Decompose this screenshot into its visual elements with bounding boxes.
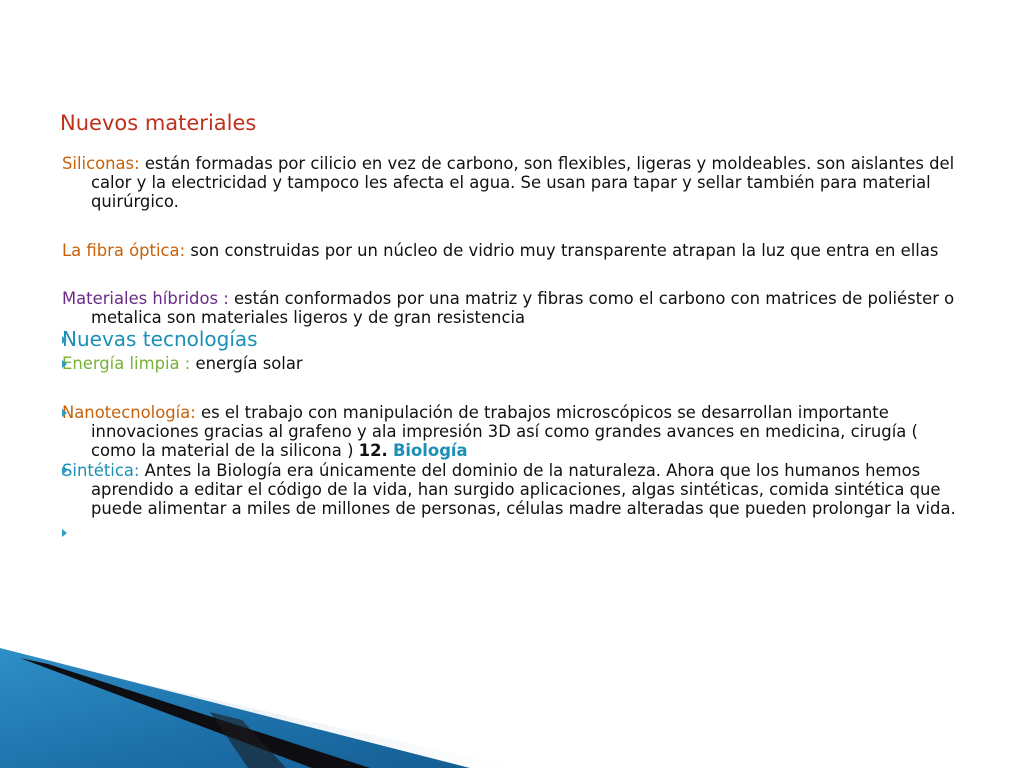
bullet-sintetica [62,461,962,518]
slide-body [62,154,962,542]
deco-blue-band [0,648,470,768]
bullet-nuevas-tecnologias [62,327,962,351]
text-nanotecnologia: es el trabajo con manipulación de trabajos microscópicos se desarrollan importante innovaciones gracias al grafeno y ala impresión 3D así como grandes avances en medicina, cirugía ( como la material de la silicona ) [91,403,918,460]
term-energia-limpia: Energía limpia : [62,354,191,373]
bullet-nanotecnologia [62,403,962,460]
term-sintetica: Sintética: [62,461,140,480]
number-nanotecnologia: 12. [358,441,388,460]
term-siliconas: Siliconas: [62,154,140,173]
paragraph-siliconas [62,154,962,211]
term-fibra-optica: La fibra óptica: [62,241,186,260]
text-siliconas: están formadas por cilicio en vez de carbono, son flexibles, ligeras y moldeables. son aislantes del calor y la electricidad y tampoco les afecta el agua. Se usan para tapar y sellar también para material quirúrgico. [91,154,955,211]
text-energia-limpia: energía solar [190,354,303,373]
term-nuevas-tecnologias: Nuevas tecnologías [62,327,258,351]
bullet-energia-limpia [62,354,962,373]
paragraph-materiales-hibridos [62,289,962,327]
term-nanotecnologia: Nanotecnología: [62,403,196,422]
text-fibra-optica: son construidas por un núcleo de vidrio muy transparente atrapan la luz que entra en ellas [185,241,939,260]
term-materiales-hibridos: Materiales híbridos : [62,289,229,308]
bullet-empty [62,523,962,542]
text-sintetica: Antes la Biología era únicamente del dominio de la naturaleza. Ahora que los humanos hemos aprendido a editar el código de la vida, han surgido aplicaciones, algas sintéticas, comida sintética que puede alimentar a miles de millones de personas, células madre alteradas que pueden prolongar la vida. [91,461,956,518]
text-materiales-hibridos: están conformados por una matriz y fibras como el carbono con matrices de poliéster o metalica son materiales ligeros y de gran resistencia [91,289,955,327]
tail-biologia: Biología [392,441,468,460]
slide-title: Nuevos materiales [60,111,257,135]
paragraph-fibra-optica [62,241,962,260]
